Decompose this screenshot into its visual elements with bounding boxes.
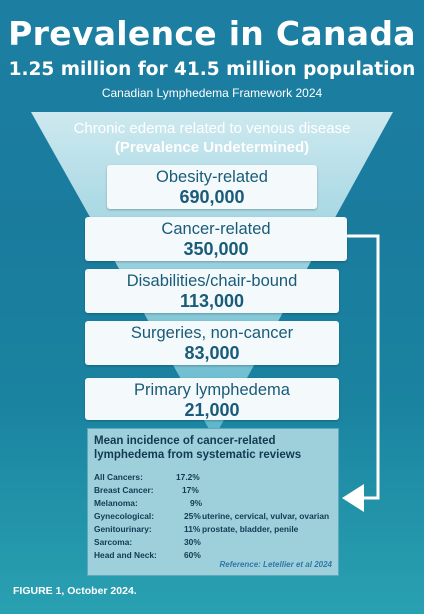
stage-label: Primary lymphedema	[134, 381, 290, 399]
incidence-panel	[87, 428, 339, 576]
row-label: All Cancers:	[94, 472, 143, 482]
cancer-related-arrowhead	[342, 484, 364, 512]
row-label: Genitourinary:	[94, 524, 152, 534]
row-value: 17%	[182, 485, 199, 495]
row-detail: prostate, bladder, penile	[202, 524, 299, 534]
row-value: 11%	[184, 524, 201, 534]
stage-value: 83,000	[184, 343, 240, 363]
row-value: 9%	[190, 498, 203, 508]
stage-disabilities	[85, 269, 339, 313]
stage-label: Disabilities/chair-bound	[126, 272, 298, 290]
figure-caption: FIGURE 1, October 2024.	[13, 585, 137, 597]
row-label: Melanoma:	[94, 498, 138, 508]
row-value: 25%	[184, 511, 201, 521]
incidence-row	[94, 472, 339, 484]
stage-label: Cancer-related	[161, 220, 271, 238]
source-line: Canadian Lymphedema Framework 2024	[101, 86, 323, 100]
incidence-row	[94, 511, 339, 523]
row-value: 30%	[184, 537, 201, 547]
row-value: 60%	[184, 550, 201, 560]
funnel-top-text: Chronic edema related to venous disease	[73, 120, 351, 137]
reference-note: Reference: Letellier et al 2024	[219, 560, 332, 569]
stage-value: 690,000	[179, 187, 245, 207]
incidence-row	[94, 498, 339, 510]
stage-label: Obesity-related	[156, 168, 268, 186]
stage-label: Surgeries, non-cancer	[130, 324, 294, 342]
stage-obesity	[107, 165, 317, 209]
incidence-row	[94, 537, 339, 549]
row-label: Head and Neck:	[94, 550, 157, 560]
stage-surgeries	[85, 321, 339, 365]
page-title: Prevalence in Canada	[8, 14, 416, 53]
stage-primary	[85, 378, 339, 420]
row-label: Sarcoma:	[94, 537, 133, 547]
incidence-title-line1: Mean incidence of cancer-related	[94, 435, 276, 447]
stage-cancer	[85, 217, 347, 261]
row-label: Breast Cancer:	[94, 485, 154, 495]
funnel-top-subtext: (Prevalence Undetermined)	[114, 139, 310, 156]
incidence-title-line2: lymphedema from systematic reviews	[94, 448, 302, 461]
cancer-related-arrow	[347, 236, 378, 498]
page-subtitle: 1.25 million for 41.5 million population	[8, 59, 416, 80]
row-value: 17.2%	[176, 472, 200, 482]
incidence-row	[94, 485, 339, 497]
stage-value: 350,000	[183, 239, 249, 259]
incidence-row	[94, 524, 339, 536]
row-detail: uterine, cervical, vulvar, ovarian	[202, 511, 330, 521]
stage-value: 21,000	[184, 400, 240, 420]
incidence-title	[94, 435, 334, 462]
row-label: Gynecological:	[94, 511, 155, 521]
stage-value: 113,000	[179, 291, 245, 311]
